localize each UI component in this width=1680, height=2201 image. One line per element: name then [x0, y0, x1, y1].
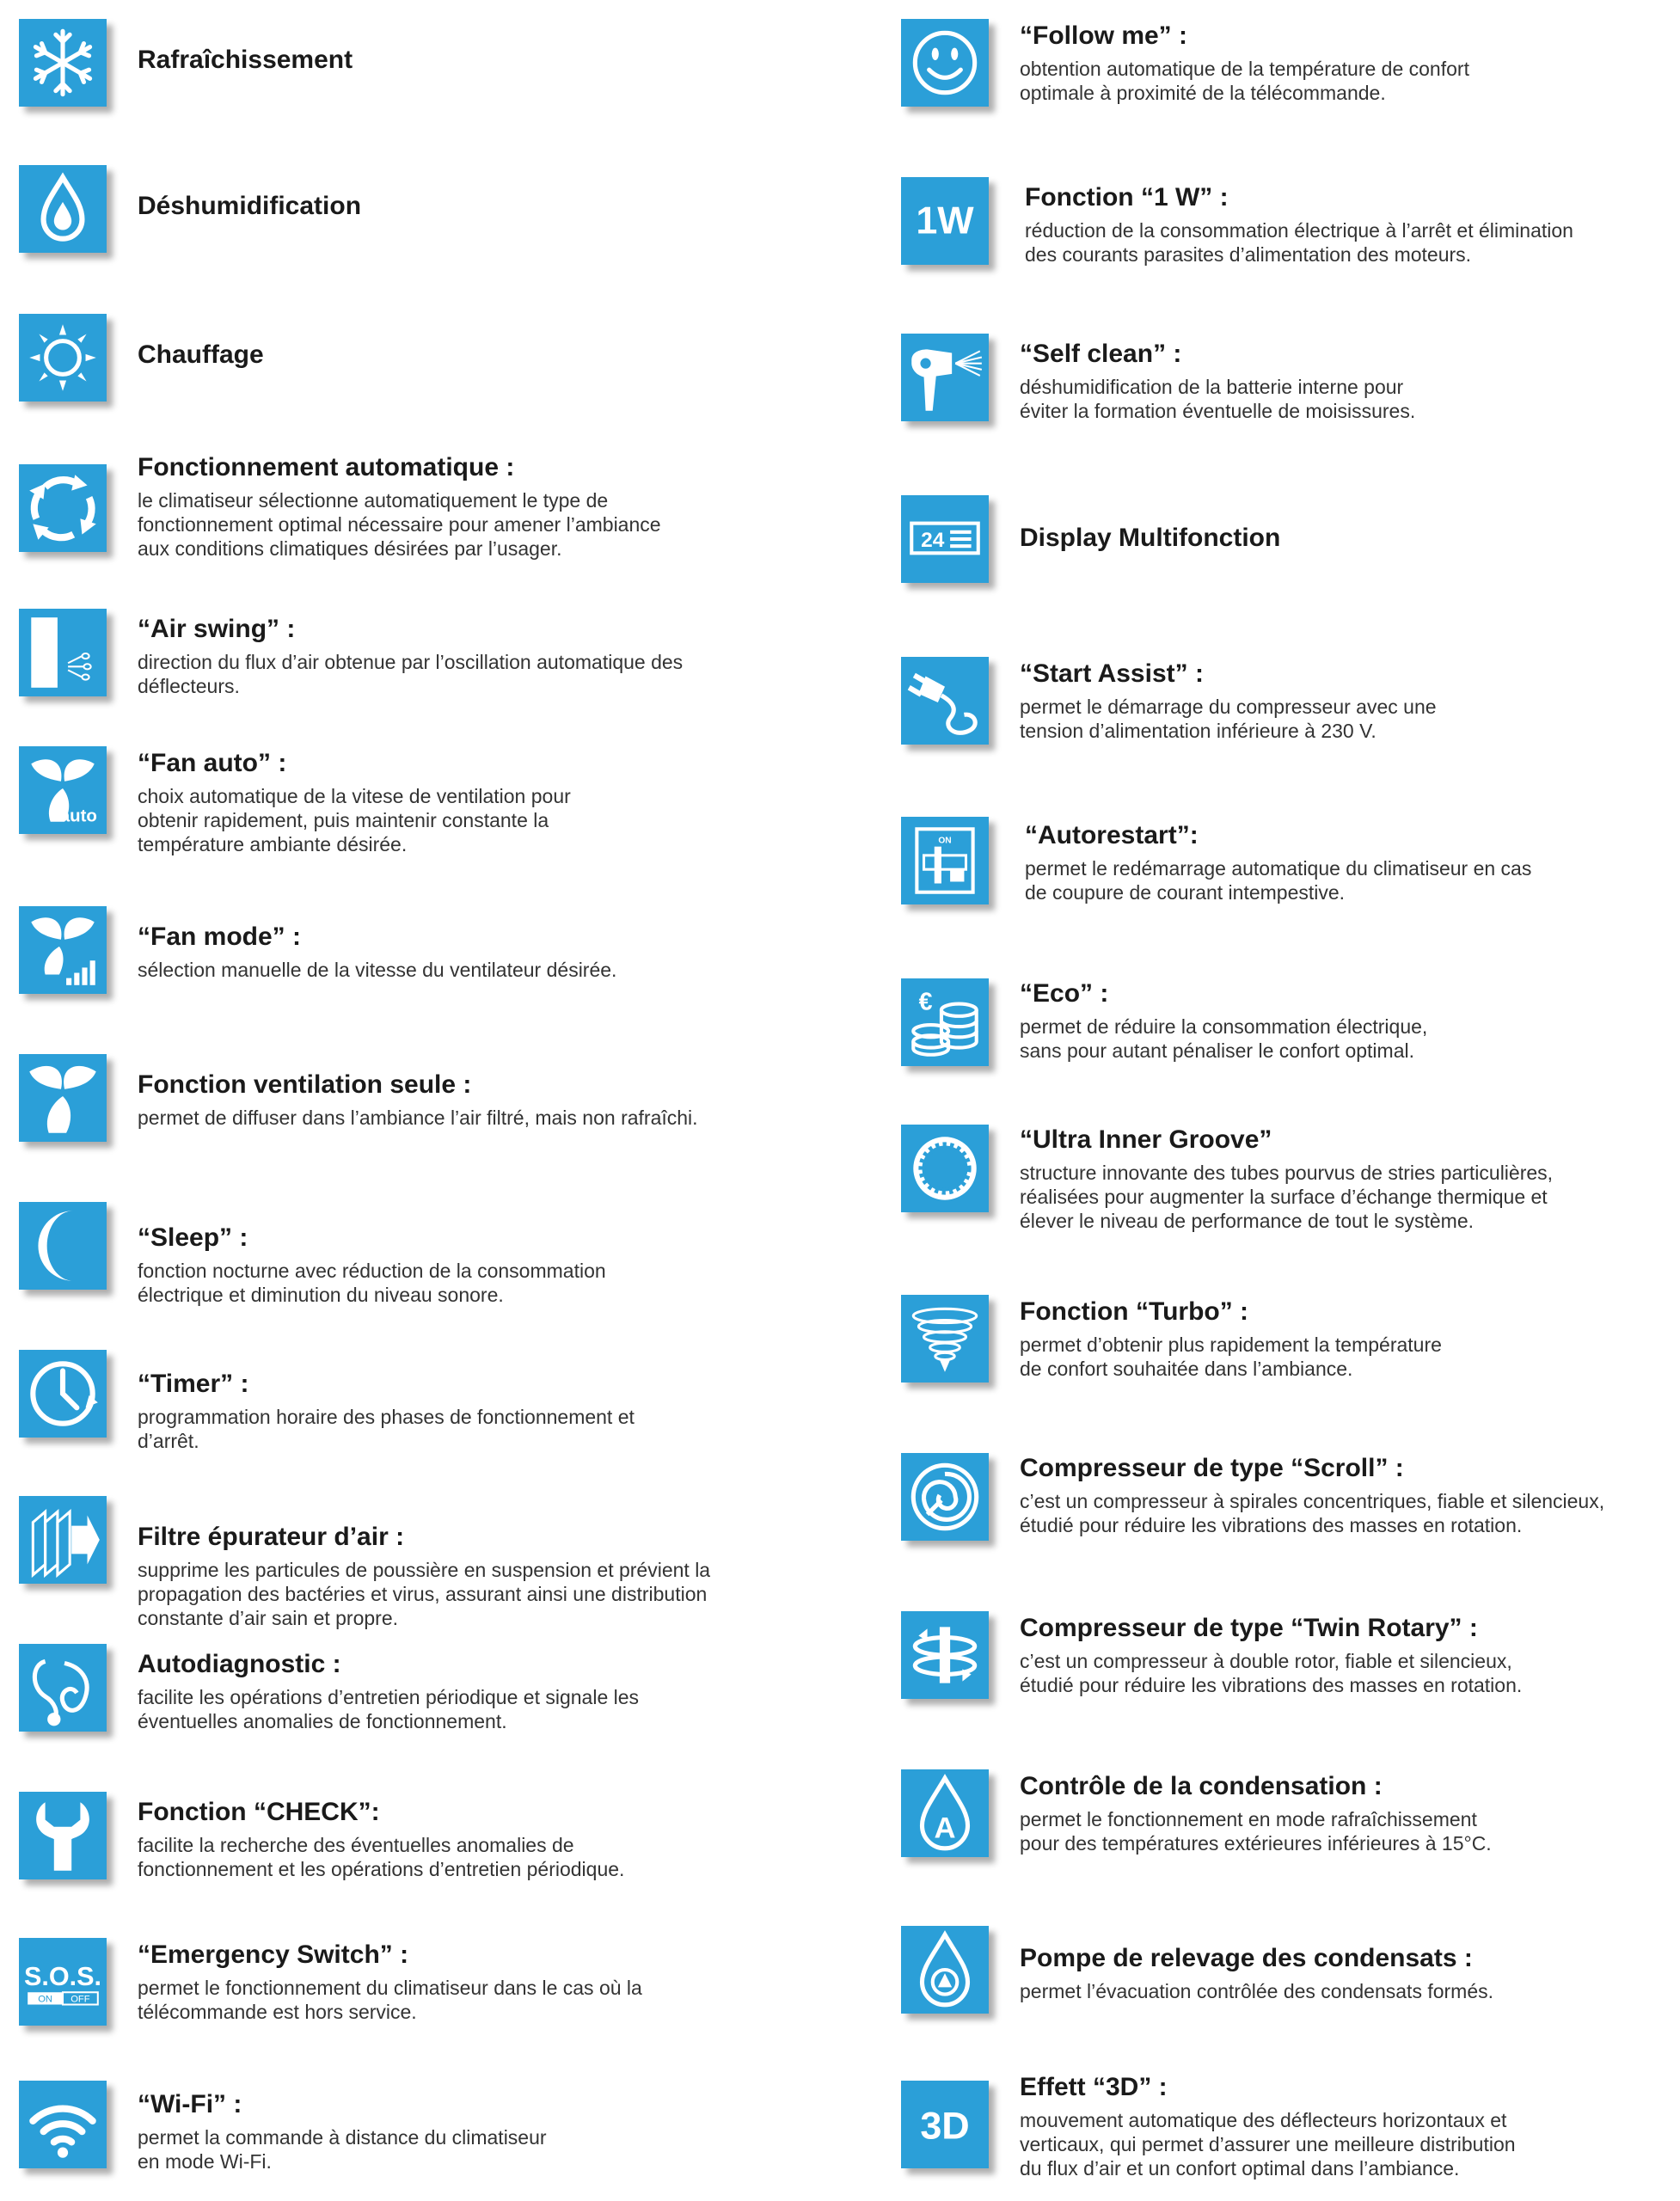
feature-description: fonction nocturne avec réduction de la consommation électrique et diminution du niveau sonore. — [138, 1260, 606, 1306]
feature-title: “Air swing” : — [138, 615, 296, 643]
feature-description: structure innovante des tubes pourvus de stries particulières, réalisées pour augmenter la surface d’échange thermique et élever le niveau de performance de tout le système. — [1020, 1162, 1554, 1232]
snowflake-icon — [19, 19, 107, 107]
svg-text:A: A — [934, 1812, 956, 1845]
one-watt-icon — [901, 177, 989, 265]
stethoscope-icon — [19, 1644, 107, 1732]
svg-text:1W: 1W — [916, 198, 974, 242]
feature-description: permet de réduire la consommation électrique, sans pour autant pénaliser le confort optimal. — [1020, 1015, 1428, 1062]
feature-title: Display Multifonction — [1020, 524, 1281, 552]
svg-text:3D: 3D — [920, 2103, 970, 2148]
feature-description: mouvement automatique des déflecteurs horizontaux et verticaux, qui permet d’assurer une meilleure distribution du flux d’air et un confort optimal dans l’ambiance. — [1020, 2109, 1516, 2180]
feature-title: Fonctionnement automatique : — [138, 453, 515, 481]
feature-description: permet de diffuser dans l’ambiance l’air filtré, mais non rafraîchi. — [138, 1107, 698, 1129]
on-switch-icon — [901, 817, 989, 904]
feature-description: programmation horaire des phases de fonctionnement et d’arrêt. — [138, 1406, 635, 1452]
plug-icon — [901, 657, 989, 745]
svg-text:OFF: OFF — [71, 1994, 90, 2005]
feature-description: c’est un compresseur à double rotor, fiable et silencieux, étudié pour réduire les vibrations des masses en rotation. — [1020, 1650, 1523, 1696]
feature-description: sélection manuelle de la vitesse du ventilateur désirée. — [138, 959, 617, 981]
feature-description: réduction de la consommation électrique à l’arrêt et élimination des courants parasites d’alimentation des moteurs. — [1025, 219, 1573, 266]
feature-description: permet le redémarrage automatique du climatiseur en cas de coupure de courant intempestive. — [1025, 857, 1532, 904]
hair-dryer-icon — [901, 334, 989, 421]
clock-icon — [19, 1350, 107, 1438]
euro-coins-icon — [901, 978, 989, 1066]
feature-description: permet l’évacuation contrôlée des condensats formés. — [1020, 1980, 1494, 2002]
feature-title: “Emergency Switch” : — [138, 1940, 409, 1969]
feature-title: Fonction ventilation seule : — [138, 1070, 472, 1099]
smiley-icon — [901, 19, 989, 107]
feature-title: Fonction “CHECK”: — [138, 1798, 380, 1826]
svg-text:auto: auto — [59, 806, 97, 826]
feature-title: Fonction “1 W” : — [1025, 183, 1229, 212]
feature-title: “Fan mode” : — [138, 923, 302, 951]
feature-title: Pompe de relevage des condensats : — [1020, 1944, 1473, 1972]
feature-description: permet le fonctionnement du climatiseur dans le cas où la télécommande est hors service. — [138, 1977, 642, 2023]
fan-mode-icon — [19, 906, 107, 994]
feature-title: Fonction “Turbo” : — [1020, 1297, 1249, 1326]
moon-icon — [19, 1202, 107, 1290]
svg-text:ON: ON — [38, 1994, 53, 2005]
feature-description: permet le fonctionnement en mode rafraîchissement pour des températures extérieures inférieures à 15°C. — [1020, 1808, 1492, 1855]
air-filter-icon — [19, 1496, 107, 1584]
feature-title: “Sleep” : — [138, 1223, 248, 1252]
feature-description: facilite la recherche des éventuelles anomalies de fonctionnement et les opérations d’entretien périodique. — [138, 1834, 625, 1880]
feature-description: le climatiseur sélectionne automatiquement le type de fonctionnement optimal nécessaire pour amener l’ambiance aux conditions climatiques désirées par l’usager. — [138, 489, 661, 560]
feature-description: permet le démarrage du compresseur avec une tension d’alimentation inférieure à 230 V. — [1020, 696, 1437, 742]
feature-title: Filtre épurateur d’air : — [138, 1523, 405, 1551]
feature-title: Contrôle de la condensation : — [1020, 1772, 1383, 1800]
feature-description: supprime les particules de poussière en suspension et prévient la propagation des bactéries et virus, assurant ainsi une distribution constante d’air sain et propre. — [138, 1559, 711, 1629]
feature-description: choix automatique de la vitese de ventilation pour obtenir rapidement, puis maintenir constante la température ambiante désirée. — [138, 785, 571, 855]
feature-title: Compresseur de type “Scroll” : — [1020, 1454, 1404, 1482]
feature-title: “Follow me” : — [1020, 21, 1187, 50]
water-drop-icon — [19, 165, 107, 253]
feature-title: “Ultra Inner Groove” — [1020, 1125, 1272, 1154]
wrench-icon — [19, 1792, 107, 1879]
fan-icon — [19, 1054, 107, 1142]
feature-title: “Timer” : — [138, 1370, 249, 1398]
wifi-icon — [19, 2081, 107, 2168]
feature-title: “Autorestart”: — [1025, 821, 1199, 849]
tornado-icon — [901, 1295, 989, 1383]
feature-title: Déshumidification — [138, 192, 362, 220]
display-icon — [901, 495, 989, 583]
feature-title: Autodiagnostic : — [138, 1650, 341, 1678]
feature-description: facilite les opérations d’entretien périodique et signale les éventuelles anomalies de fonctionnement. — [138, 1686, 640, 1732]
svg-text:S.O.S.: S.O.S. — [23, 1962, 102, 1992]
groove-tube-icon — [901, 1125, 989, 1212]
feature-description: direction du flux d’air obtenue par l’oscillation automatique des déflecteurs. — [138, 651, 684, 697]
feature-title: Compresseur de type “Twin Rotary” : — [1020, 1614, 1478, 1642]
fan-auto-icon — [19, 746, 107, 834]
feature-title: “Self clean” : — [1020, 340, 1182, 368]
scroll-compressor-icon — [901, 1453, 989, 1541]
three-d-icon — [901, 2081, 989, 2168]
air-swing-icon — [19, 609, 107, 696]
sos-switch-icon — [19, 1938, 107, 2026]
feature-description: déshumidification de la batterie interne pour éviter la formation éventuelle de moisissures. — [1020, 376, 1416, 422]
feature-title: Effett “3D” : — [1020, 2073, 1168, 2101]
sun-icon — [19, 314, 107, 402]
feature-description: permet d’obtenir plus rapidement la température de confort souhaitée dans l’ambiance. — [1020, 1333, 1442, 1380]
feature-title: Rafraîchissement — [138, 46, 353, 74]
pump-drop-icon — [901, 1926, 989, 2014]
condensation-drop-icon — [901, 1769, 989, 1857]
svg-text:€: € — [918, 988, 933, 1016]
svg-text:24: 24 — [921, 529, 945, 553]
feature-title: “Eco” : — [1020, 979, 1109, 1008]
feature-title: “Fan auto” : — [138, 749, 287, 777]
feature-description: obtention automatique de la température de confort optimale à proximité de la télécommande. — [1020, 58, 1469, 104]
feature-description: c’est un compresseur à spirales concentriques, fiable et silencieux, étudié pour réduire les vibrations des masses en rotation. — [1020, 1490, 1605, 1536]
svg-text:ON: ON — [938, 836, 952, 846]
auto-cycle-icon — [19, 464, 107, 552]
twin-rotary-icon — [901, 1611, 989, 1699]
feature-title: “Wi-Fi” : — [138, 2090, 242, 2118]
feature-description: permet la commande à distance du climatiseur en mode Wi-Fi. — [138, 2126, 547, 2173]
feature-title: “Start Assist” : — [1020, 659, 1204, 688]
feature-title: Chauffage — [138, 340, 264, 369]
